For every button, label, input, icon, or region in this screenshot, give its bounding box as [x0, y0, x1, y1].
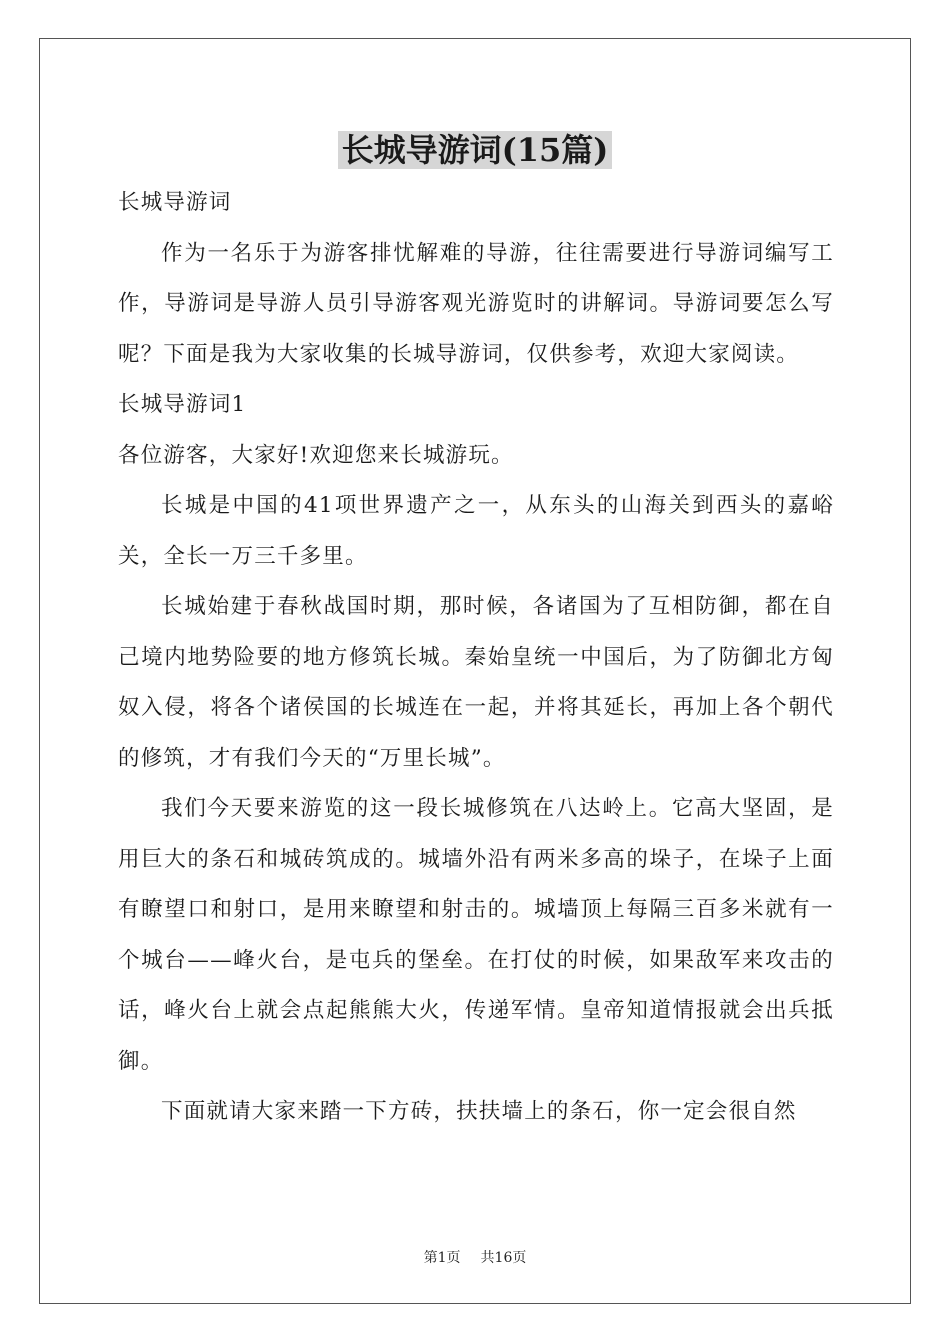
paragraph: 长城是中国的41项世界遗产之一，从东头的山海关到西头的嘉峪关，全长一万三千多里。	[118, 493, 834, 569]
paragraph: 各位游客，大家好!欢迎您来长城游玩。	[118, 442, 514, 468]
paragraph: 作为一名乐于为游客排忧解难的导游，往往需要进行导游词编写工作，导游词是导游人员引导游客观光游览时的讲解词。导游词要怎么写呢？下面是我为大家收集的长城导游词，仅供参考，欢迎大家阅读。	[118, 240, 834, 367]
page-number: 第1页	[423, 1250, 461, 1266]
document-title-text: 长城导游词(15篇)	[338, 131, 613, 169]
paragraph: 我们今天要来游览的这一段长城修筑在八达岭上。它高大坚固，是用巨大的条石和城砖筑成的。城墙外沿有两米多高的垛子，在垛子上面有瞭望口和射口，是用来瞭望和射击的。城墙顶上每隔三百多米就有一个城台——峰火台，是屯兵的堡垒。在打仗的时候，如果敌军来攻击的话，峰火台上就会点起熊熊大火，传递军情。皇帝知道情报就会出兵抵御。	[118, 796, 834, 1074]
paragraph: 长城始建于春秋战国时期，那时候，各诸国为了互相防御，都在自己境内地势险要的地方修筑长城。秦始皇统一中国后，为了防御北方匈奴入侵，将各个诸侯国的长城连在一起，并将其延长，再加上各个朝代的修筑，才有我们今天的“万里长城”。	[118, 594, 834, 771]
page-footer	[0, 1248, 950, 1268]
document-title	[0, 128, 950, 172]
page-total: 共16页	[480, 1250, 527, 1266]
section-heading: 长城导游词1	[118, 392, 247, 417]
paragraph: 下面就请大家来踏一下方砖，扶扶墙上的条石，你一定会很自然	[161, 1099, 797, 1124]
paragraph: 长城导游词	[118, 190, 232, 215]
document-body	[118, 178, 834, 1138]
